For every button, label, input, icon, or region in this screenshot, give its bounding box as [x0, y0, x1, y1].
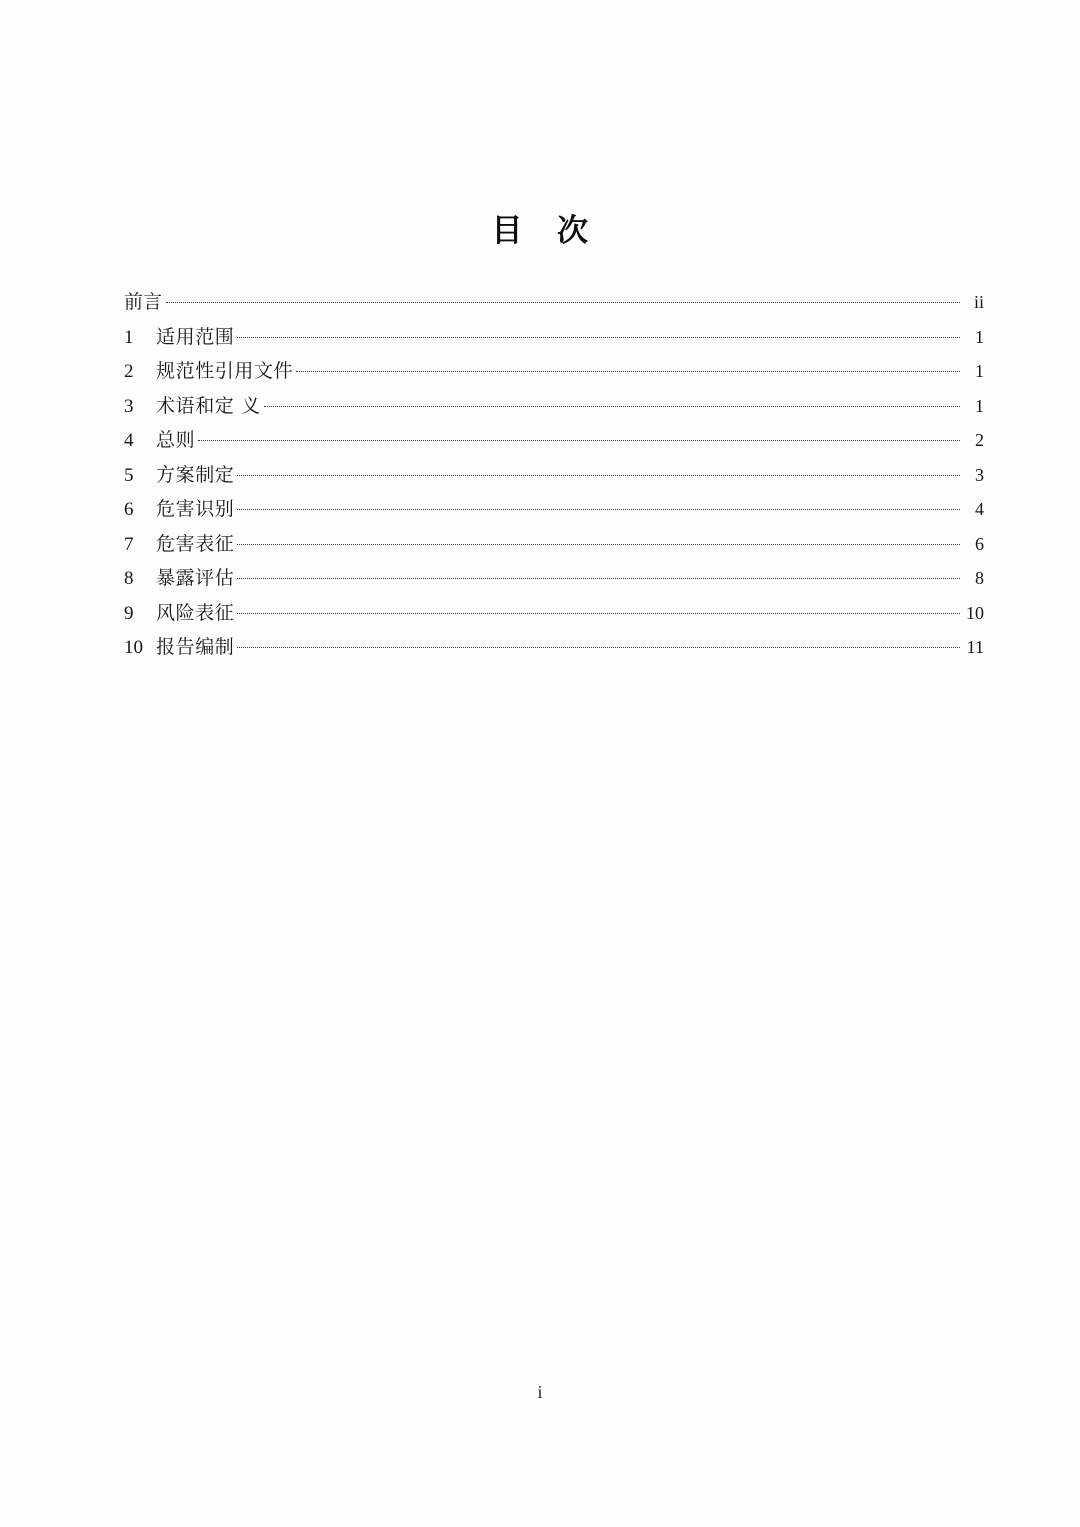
toc-entry-6[interactable] [124, 495, 984, 523]
toc-leader-dots [237, 543, 960, 545]
toc-entry-label: 术语和定 义 [156, 394, 261, 417]
page-number-footer: i [537, 1382, 543, 1402]
toc-entry-1[interactable] [124, 323, 984, 351]
toc-entry-label: 危害表征 [156, 532, 235, 555]
toc-leader-dots [264, 405, 960, 407]
toc-leader-dots [237, 646, 960, 648]
toc-entry-number: 10 [124, 637, 143, 658]
toc-entry-preface[interactable] [124, 288, 984, 316]
toc-leader-dots [198, 439, 960, 441]
toc-entry-number: 2 [124, 361, 134, 382]
toc-leader-dots [166, 301, 960, 303]
toc-leader-dots [237, 336, 960, 338]
toc-entry-3[interactable] [124, 392, 984, 420]
page-title-char-2: 次 [557, 213, 589, 249]
page-title-char-1: 目 [491, 213, 523, 249]
toc-entry-label: 危害识别 [156, 498, 235, 520]
toc-entry-label: 言 [143, 291, 164, 313]
toc-entry-number: 5 [124, 464, 134, 486]
toc-entry-8[interactable] [124, 564, 984, 592]
toc-entry-number: 1 [124, 326, 134, 348]
toc-entry-page: 1 [975, 395, 984, 416]
toc-entry-5[interactable] [124, 461, 984, 489]
toc-entry-number: 4 [124, 430, 134, 451]
toc-entry-label: 风险表征 [156, 601, 235, 624]
toc-entry-number: 8 [124, 568, 134, 589]
toc-entry-9[interactable] [124, 599, 984, 627]
toc-entry-7[interactable] [124, 530, 984, 558]
toc-entry-label: 暴露评估 [156, 567, 235, 589]
toc-entry-page: 4 [975, 499, 984, 519]
toc-entry-number: 6 [124, 499, 134, 520]
toc-entry-label: 报告编制 [156, 636, 235, 658]
toc-entry-number: 前 [124, 292, 144, 313]
toc-entry-4[interactable] [124, 426, 984, 454]
toc-entry-number: 7 [124, 533, 134, 555]
toc-leader-dots [237, 612, 960, 614]
toc-entry-number: 3 [124, 395, 134, 417]
toc-leader-dots [237, 474, 960, 476]
toc-entry-2[interactable] [124, 357, 984, 385]
toc-entry-label: 方案制定 [156, 463, 235, 486]
toc-entry-label: 规范性引用文件 [156, 360, 294, 382]
toc-entry-page: 1 [975, 361, 984, 381]
toc-entry-page: 1 [975, 326, 984, 347]
toc-entry-page: 8 [975, 568, 984, 588]
toc-entry-label: 适用范围 [156, 325, 235, 348]
toc-entry-page: ii [973, 292, 984, 312]
toc-leader-dots [296, 370, 960, 372]
toc-entry-page: 6 [975, 533, 984, 554]
toc-entry-page: 3 [975, 464, 984, 485]
toc-entry-page: 2 [975, 430, 984, 450]
toc-entry-10[interactable] [124, 633, 984, 661]
page-title [0, 205, 1080, 250]
toc-entry-page: 11 [966, 637, 984, 657]
toc-entry-number: 9 [124, 602, 134, 624]
toc-leader-dots [237, 577, 960, 579]
table-of-contents [124, 288, 984, 668]
toc-entry-label: 总则 [156, 429, 196, 451]
toc-entry-page: 10 [966, 602, 984, 623]
toc-leader-dots [237, 508, 960, 510]
